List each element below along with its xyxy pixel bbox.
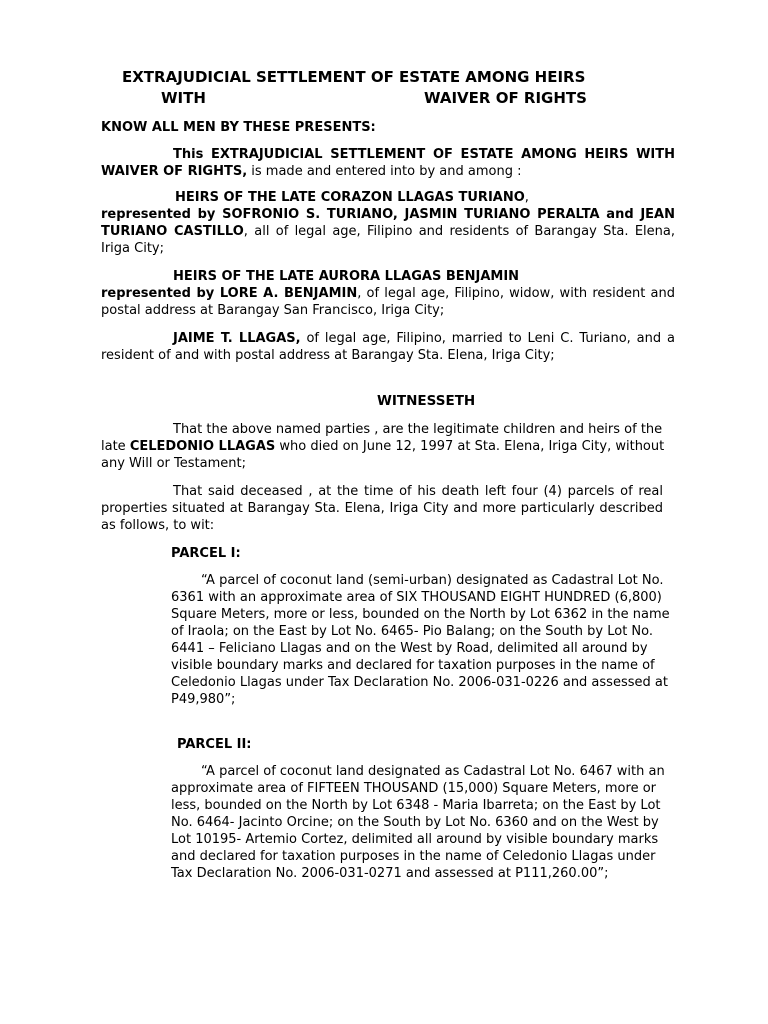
- party-1-details: , all of legal age, Filipino and residents of Barangay Sta. Elena, Iriga City;: [101, 224, 675, 256]
- parcel-2-label: PARCEL II:: [177, 737, 252, 752]
- parcel-1-description: [171, 572, 671, 708]
- title-waiver: WAIVER OF RIGHTS: [424, 89, 587, 107]
- witnesseth-heading: WITNESSETH: [377, 393, 476, 409]
- title-with: WITH: [161, 89, 206, 107]
- party-3: [101, 330, 675, 364]
- party-1-comma: ,: [524, 190, 529, 205]
- parcel-1-text: “A parcel of coconut land (semi-urban) designated as Cadastral Lot No. 6361 with an approximate area of SIX THOUSAND EIGHT HUNDRED (6,800) Square Meters, more or less, bounded on the North by Lot 6362 in the name of Iraola; on the East by Lot No. 6465- Pio Balang; on the South by Lot No. 6441 – Feliciano Llagas and on the West by Road, delimited all around by visible boundary marks and declared for taxation purposes in the name of Celedonio Llagas under Tax Declaration No. 2006-031-0226 and assessed at P49,980”;: [171, 573, 670, 707]
- intro-paragraph: [101, 146, 675, 180]
- parcel-1-label: PARCEL I:: [171, 546, 241, 561]
- para-3-text: That said deceased , at the time of his death left four (4) parcels of real properties situated at Barangay Sta. Elena, Iriga City and more particularly described as follows, to wit:: [101, 484, 663, 533]
- title-line-1: EXTRAJUDICIAL SETTLEMENT OF ESTATE AMONG HEIRS: [122, 68, 586, 86]
- party-2-heirs: HEIRS OF THE LATE AURORA LLAGAS BENJAMIN: [173, 269, 520, 284]
- party-3-details: of legal age, Filipino, married to Leni C. Turiano, and a resident of and with postal address at Barangay Sta. Elena, Iriga City;: [101, 331, 675, 363]
- party-2-details: , of legal age, Filipino, widow, with resident and postal address at Barangay San Francisco, Iriga City;: [101, 286, 675, 318]
- parcel-2-description: [171, 763, 671, 882]
- intro-bold: This EXTRAJUDICIAL SETTLEMENT OF ESTATE AMONG HEIRS WITH WAIVER OF RIGHTS,: [101, 147, 675, 179]
- party-2: [101, 268, 675, 319]
- witnesseth-paragraph-1: [101, 421, 667, 472]
- decedent-name: CELEDONIO LLAGAS: [129, 439, 276, 454]
- para-2-text-b: who died on June 12, 1997 at Sta. Elena, Iriga City, without any Will or Testament;: [101, 439, 665, 471]
- intro-text: is made and entered into by and among :: [247, 164, 522, 179]
- para-2-text-a: That the above named parties , are the legitimate children and heirs of the late: [101, 422, 663, 454]
- party-1-heirs: HEIRS OF THE LATE CORAZON LLAGAS TURIANO: [175, 190, 525, 205]
- party-1: [101, 189, 675, 257]
- intro-heading: KNOW ALL MEN BY THESE PRESENTS:: [101, 120, 376, 135]
- parcel-2-text: “A parcel of coconut land designated as Cadastral Lot No. 6467 with an approximate area of FIFTEEN THOUSAND (15,000) Square Meters, more or less, bounded on the North by Lot 6348 - Maria Ibarreta; on the East by Lot No. 6464- Jacinto Orcine; on the South by Lot No. 6360 and on the West by Lot 10195- Artemio Cortez, delimited all around by visible boundary marks and declared for taxation purposes in the name of Celedonio Llagas under Tax Declaration No. 2006-031-0271 and assessed at P111,260.00”;: [171, 764, 665, 881]
- party-1-representatives: represented by SOFRONIO S. TURIANO, JASMIN TURIANO PERALTA and JEAN TURIANO CASTILLO: [101, 207, 675, 239]
- party-3-name: JAIME T. LLAGAS,: [173, 331, 301, 346]
- party-2-representative: represented by LORE A. BENJAMIN: [101, 286, 358, 301]
- witnesseth-paragraph-2: [101, 483, 663, 534]
